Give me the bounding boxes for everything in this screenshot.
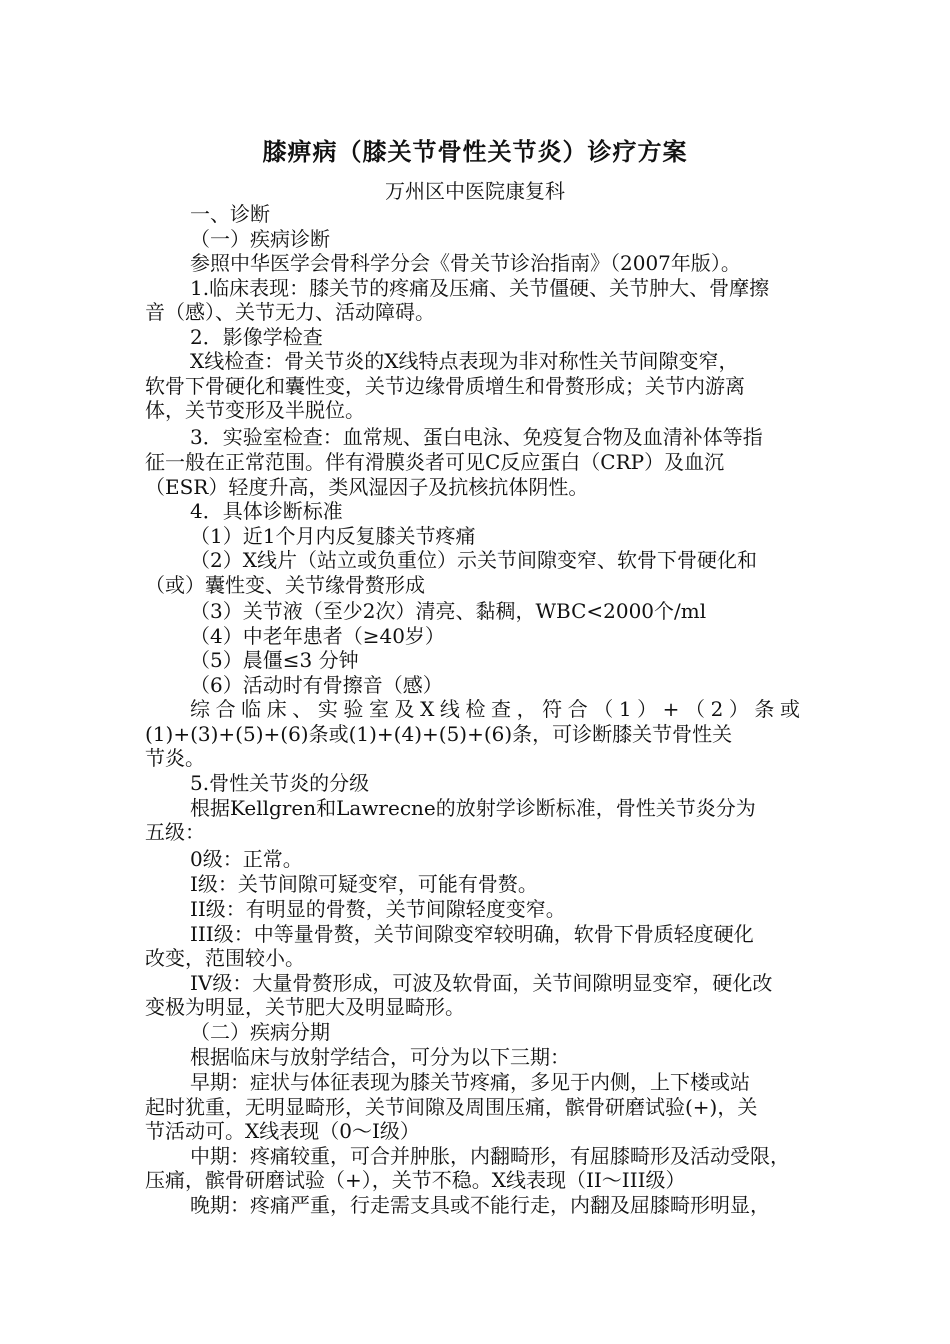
grade-item: I级：关节间隙可疑变窄，可能有骨赘。 <box>190 872 538 896</box>
paragraph-line: 3．实验室检查：血常规、蛋白电泳、免疫复合物及血清补体等指 <box>190 425 763 449</box>
paragraph-line: 征一般在正常范围。伴有滑膜炎者可见C反应蛋白（CRP）及血沉 <box>145 450 725 474</box>
grade-item: 0级：正常。 <box>190 847 303 871</box>
criteria-item: （3）关节液（至少2次）清亮、黏稠，WBC<2000个/ml <box>190 599 707 623</box>
grade-item: 改变，范围较小。 <box>145 946 305 970</box>
paragraph-line: 1.临床表现：膝关节的疼痛及压痛、关节僵硬、关节肿大、骨摩擦 <box>190 276 770 300</box>
paragraph-line: (1)+(3)+(5)+(6)条或(1)+(4)+(5)+(6)条，可诊断膝关节骨性关 <box>145 722 733 746</box>
stage-item: 晚期：疼痛严重，行走需支具或不能行走，内翻及屈膝畸形明显， <box>190 1193 770 1217</box>
paragraph-line: （ESR）轻度升高，类风湿因子及抗核抗体阴性。 <box>145 475 589 499</box>
paragraph-line: 根据Kellgren和Lawrecne的放射学诊断标准，骨性关节炎分为 <box>190 796 756 820</box>
grade-item: II级：有明显的骨赘，关节间隙轻度变窄。 <box>190 897 566 921</box>
document-title: 膝痹病（膝关节骨性关节炎）诊疗方案 <box>262 138 688 166</box>
stage-item: 中期：疼痛较重，可合并肿胀，内翻畸形，有屈膝畸形及活动受限， <box>190 1144 790 1168</box>
stage-item: 节活动可。X线表现（0～I级） <box>145 1119 420 1143</box>
criteria-item: （5）晨僵≤3 分钟 <box>190 648 359 672</box>
stage-item: 起时犹重，无明显畸形，关节间隙及周围压痛，髌骨研磨试验(+)，关 <box>145 1095 758 1119</box>
paragraph-line: 五级： <box>145 820 205 844</box>
paragraph-line: 综合临床、实验室及X线检查，符合（1）+（2）条或 <box>190 697 800 721</box>
subheading-grading: 5.骨性关节炎的分级 <box>190 771 370 795</box>
paragraph-line: 体，关节变形及半脱位。 <box>145 398 365 422</box>
subheading-imaging: 2．影像学检查 <box>190 325 323 349</box>
document-subtitle: 万州区中医院康复科 <box>385 179 565 203</box>
grade-item: III级：中等量骨赘，关节间隙变窄较明确，软骨下骨质轻度硬化 <box>190 922 754 946</box>
paragraph-line: 节炎。 <box>145 746 205 770</box>
grade-item: 变极为明显，关节肥大及明显畸形。 <box>145 995 465 1019</box>
paragraph-line: 参照中华医学会骨科学分会《骨关节诊治指南》（2007年版）。 <box>190 251 741 275</box>
criteria-item: （4）中老年患者（≥40岁） <box>190 624 445 648</box>
paragraph-line: 音（感）、关节无力、活动障碍。 <box>145 300 435 324</box>
subheading-staging: （二）疾病分期 <box>190 1020 330 1044</box>
subheading-criteria: 4．具体诊断标准 <box>190 499 343 523</box>
heading-diagnosis: 一、诊断 <box>190 202 270 226</box>
stage-item: 早期：症状与体征表现为膝关节疼痛，多见于内侧，上下楼或站 <box>190 1070 750 1094</box>
grade-item: IV级：大量骨赘形成，可波及软骨面，关节间隙明显变窄，硬化改 <box>190 971 773 995</box>
subheading-disease-diagnosis: （一）疾病诊断 <box>190 227 330 251</box>
criteria-item: （2）X线片（站立或负重位）示关节间隙变窄、软骨下骨硬化和 <box>190 548 757 572</box>
criteria-item: （1）近1个月内反复膝关节疼痛 <box>190 524 476 548</box>
paragraph-line: 软骨下骨硬化和囊性变，关节边缘骨质增生和骨赘形成；关节内游离 <box>145 374 745 398</box>
paragraph-line: 根据临床与放射学结合，可分为以下三期： <box>190 1045 570 1069</box>
stage-item: 压痛，髌骨研磨试验（+），关节不稳。X线表现（II～III级） <box>145 1168 686 1192</box>
criteria-item: （或）囊性变、关节缘骨赘形成 <box>145 573 425 597</box>
criteria-item: （6）活动时有骨擦音（感） <box>190 673 443 697</box>
paragraph-line: X线检查：骨关节炎的X线特点表现为非对称性关节间隙变窄， <box>190 349 739 373</box>
